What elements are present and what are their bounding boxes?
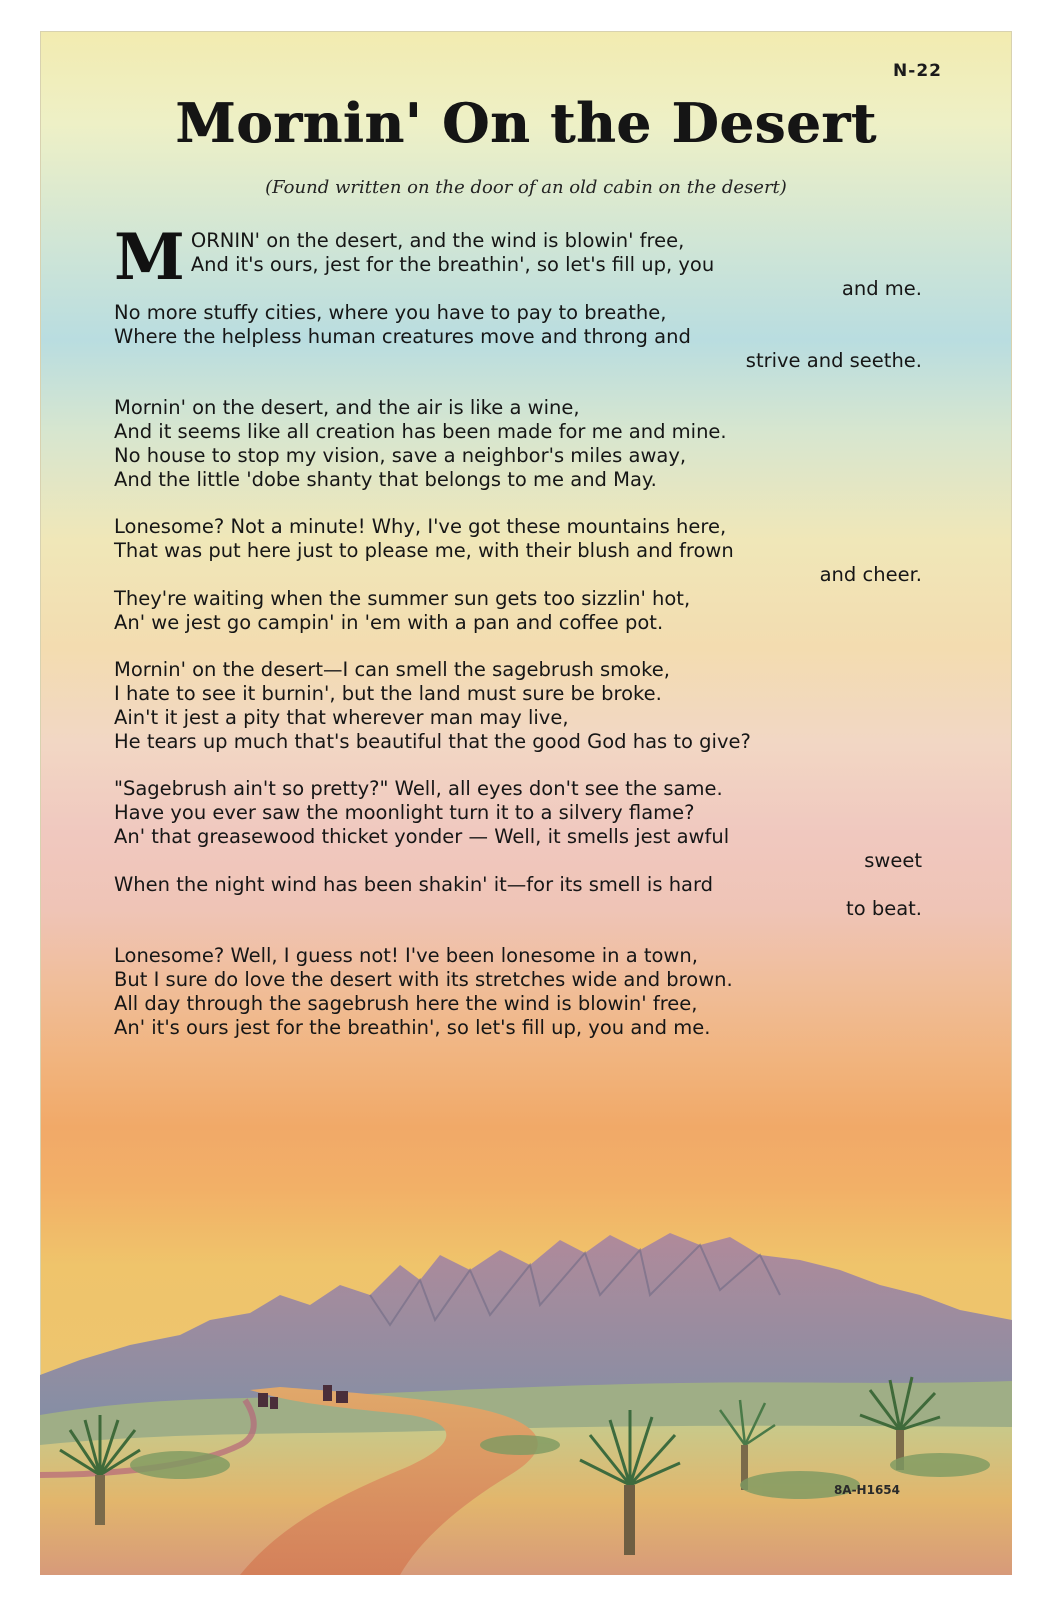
poem-line: That was put here just to please me, with their blush and frown (114, 539, 734, 562)
print-code: 8A-H1654 (833, 1483, 900, 1497)
poem-line: An' it's ours jest for the breathin', so let's fill up, you and me. (114, 1016, 711, 1039)
poem-line: And it seems like all creation has been made for me and mine. (114, 420, 727, 443)
stanza-5 (114, 777, 922, 921)
poem-line: But I sure do love the desert with its stretches wide and brown. (114, 968, 733, 991)
poem-line: Mornin' on the desert—I can smell the sagebrush smoke, (114, 658, 670, 681)
poem-line: strive and seethe. (745, 349, 922, 372)
postcard (40, 31, 1012, 1575)
stanza-4 (114, 658, 922, 754)
poem-line: They're waiting when the summer sun gets too sizzlin' hot, (114, 587, 691, 610)
poem-line: Where the helpless human creatures move and throng and (114, 325, 691, 348)
yucca-trunk-center (624, 1485, 635, 1555)
poem-line: No house to stop my vision, save a neighbor's miles away, (114, 444, 687, 467)
poem-line: Lonesome? Not a minute! Why, I've got these mountains here, (114, 515, 727, 538)
card-code: N-22 (893, 61, 942, 81)
poem-title: Mornin' On the Desert (175, 91, 877, 155)
poem-line: and me. (841, 277, 922, 300)
poem-line: "Sagebrush ain't so pretty?" Well, all eyes don't see the same. (114, 777, 723, 800)
poem-line: Have you ever saw the moonlight turn it to a silvery flame? (114, 801, 695, 824)
poem-line: Lonesome? Well, I guess not! I've been lonesome in a town, (114, 944, 698, 967)
desert-landscape (40, 1145, 1012, 1575)
stanza-6 (114, 944, 922, 1040)
poem-line: I hate to see it burnin', but the land must sure be broke. (114, 682, 662, 705)
poem-body (114, 220, 922, 1063)
poem-line: And the little 'dobe shanty that belongs to me and May. (114, 468, 657, 491)
poem-line: An' that greasewood thicket yonder — Well, it smells jest awful (114, 825, 730, 848)
poem-line: All day through the sagebrush here the wind is blowin' free, (114, 992, 698, 1015)
poem-line: No more stuffy cities, where you have to pay to breathe, (114, 301, 667, 324)
poem-line: When the night wind has been shakin' it—for its smell is hard (114, 873, 714, 896)
stanza-2 (114, 396, 922, 492)
poem-line: sweet (864, 849, 922, 872)
poem-line: An' we jest go campin' in 'em with a pan and coffee pot. (114, 611, 664, 634)
yucca-trunk-left (95, 1475, 105, 1525)
poem-line: And it's ours, jest for the breathin', so let's fill up, you (190, 253, 715, 276)
poem-line: Ain't it jest a pity that wherever man may live, (114, 706, 569, 729)
drop-cap: M (114, 220, 185, 295)
stanza-3 (114, 515, 922, 635)
poem-line: and cheer. (819, 563, 922, 586)
poem-line: ORNIN' on the desert, and the wind is blowin' free, (190, 229, 685, 252)
poem-subtitle: (Found written on the door of an old cabin on the desert) (265, 177, 787, 198)
stanza-1 (114, 220, 922, 373)
poem-line: He tears up much that's beautiful that the good God has to give? (114, 730, 751, 753)
poem-line: to beat. (846, 897, 922, 920)
poem-line: Mornin' on the desert, and the air is like a wine, (114, 396, 580, 419)
